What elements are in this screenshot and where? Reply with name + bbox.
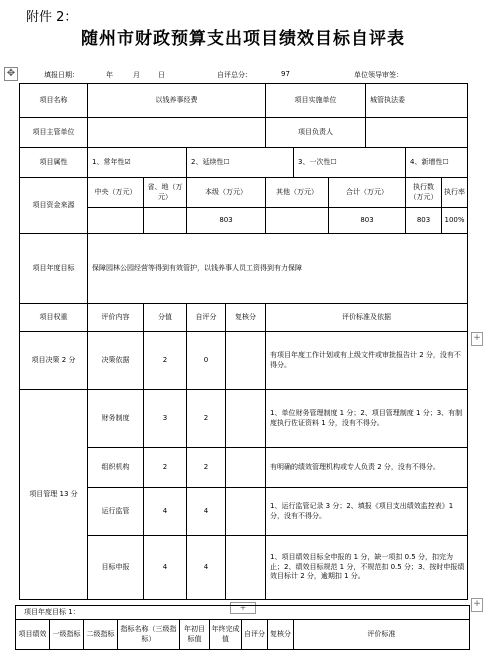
indicator-header-review: 复核分: [268, 620, 294, 650]
impl-unit-cell[interactable]: 城管执法委: [366, 84, 468, 118]
group-weight-decision: 项目决策 2 分: [20, 332, 88, 390]
funds-value-total[interactable]: 803: [329, 208, 406, 234]
criteria-content: 运行监管: [88, 488, 144, 536]
attachment-label: 附件 2：: [26, 10, 78, 25]
indicator-header-self: 自评分: [242, 620, 268, 650]
table-row: [20, 178, 468, 208]
table-row: [16, 620, 470, 650]
criteria-self-score[interactable]: 4: [187, 536, 226, 600]
impl-unit-label: 项目实施单位: [266, 84, 366, 118]
funds-source-label: 项目资金来源: [20, 178, 88, 234]
responsible-cell[interactable]: [366, 118, 468, 148]
funds-header-central: 中央（万元）: [88, 178, 144, 208]
score-header-review: 复核分: [226, 304, 266, 332]
add-row-plus-icon[interactable]: +: [230, 602, 256, 614]
table-row: [20, 84, 468, 118]
indicator-header-level1: 一级指标: [50, 620, 84, 650]
criteria-review-score[interactable]: [226, 536, 266, 600]
criteria-self-score[interactable]: 2: [187, 390, 226, 448]
funds-value-province[interactable]: [144, 208, 187, 234]
criteria-score: 3: [144, 390, 187, 448]
leader-sign-label: 单位领导审签：: [354, 71, 403, 79]
table-row: [20, 488, 468, 536]
add-column-plus-icon[interactable]: +: [471, 332, 483, 346]
attribute-option-2[interactable]: 2、延续性☐: [187, 148, 294, 178]
attribute-option-1[interactable]: 1、常年性☑: [88, 148, 187, 178]
table-row: [20, 118, 468, 148]
fill-year-label: 年: [106, 71, 113, 79]
self-score-label: 自评总分：: [217, 71, 252, 79]
criteria-self-score[interactable]: 2: [187, 448, 226, 488]
funds-header-province: 省、地（万元）: [144, 178, 187, 208]
funds-value-other[interactable]: [266, 208, 329, 234]
criteria-standard: 有明确的绩效管理机构或专人负责 2 分，没有不得分。: [266, 448, 468, 488]
criteria-self-score[interactable]: 0: [187, 332, 226, 390]
table-row: [16, 606, 470, 620]
attribute-option-3[interactable]: 3、一次性☐: [294, 148, 406, 178]
criteria-review-score[interactable]: [226, 390, 266, 448]
table-row: [20, 148, 468, 178]
funds-value-executed[interactable]: 803: [406, 208, 442, 234]
fill-date-label: 填报日期：: [44, 71, 79, 79]
funds-value-rate[interactable]: 100%: [442, 208, 468, 234]
funds-header-executed: 执行数（万元）: [406, 178, 442, 208]
criteria-content: 财务制度: [88, 390, 144, 448]
evaluation-table: [19, 83, 468, 600]
criteria-standard: 1、单位财务管理制度 1 分；2、项目管理制度 1 分；3、有制度执行佐证资料 1 分，没有不得分。: [266, 390, 468, 448]
criteria-review-score[interactable]: [226, 332, 266, 390]
table-row: [20, 448, 468, 488]
criteria-score: 2: [144, 332, 187, 390]
criteria-content: 目标申报: [88, 536, 144, 600]
annual-goal-label: 项目年度目标: [20, 234, 88, 304]
table-row: [20, 234, 468, 304]
funds-value-central[interactable]: [88, 208, 144, 234]
score-header-weight: 项目权重: [20, 304, 88, 332]
table-row: [20, 536, 468, 600]
criteria-review-score[interactable]: [226, 448, 266, 488]
criteria-review-score[interactable]: [226, 488, 266, 536]
indicator-header-standard: 评价标准: [294, 620, 470, 650]
score-header-content: 评价内容: [88, 304, 144, 332]
criteria-content: 决策依据: [88, 332, 144, 390]
add-column-plus-icon-lower[interactable]: +: [471, 598, 483, 612]
funds-header-other: 其他（万元）: [266, 178, 329, 208]
indicator-header-name: 指标名称（三级指标）: [118, 620, 180, 650]
annual-goal-cell[interactable]: 保障园林公园经营等得到有效管护，以钱养事人员工资得到有力保障: [88, 234, 468, 304]
fill-month-label: 月: [133, 71, 140, 79]
criteria-standard: 1、项目绩效目标全申报的 1 分，缺一项扣 0.5 分，扣完为止；2、绩效目标规范 1 分，不规范扣 0.5 分；3、按时申报绩效目标计 2 分，逾期扣 1 分。: [266, 536, 468, 600]
performance-indicator-table: [15, 605, 470, 650]
attribute-label: 项目属性: [20, 148, 88, 178]
criteria-standard: 有项目年度工作计划或有上级文件或审批报告计 2 分，没有不得分。: [266, 332, 468, 390]
criteria-standard: 1、运行监管记录 3 分；2、填报《项目支出绩效监控表》1 分，没有不得分。: [266, 488, 468, 536]
authority-cell[interactable]: [88, 118, 266, 148]
table-row: [20, 390, 468, 448]
table-row: [20, 304, 468, 332]
funds-header-rate: 执行率: [442, 178, 468, 208]
criteria-content: 组织机构: [88, 448, 144, 488]
indicator-header-performance: 项目绩效: [16, 620, 50, 650]
criteria-score: 4: [144, 536, 187, 600]
fill-day-label: 日: [158, 71, 165, 79]
authority-label: 项目主管单位: [20, 118, 88, 148]
attribute-option-4[interactable]: 4、新增性☐: [406, 148, 468, 178]
criteria-self-score[interactable]: 4: [187, 488, 226, 536]
table-row: [20, 332, 468, 390]
score-header-score: 分值: [144, 304, 187, 332]
criteria-score: 2: [144, 448, 187, 488]
table-move-handle-icon[interactable]: ✥: [4, 67, 18, 81]
score-header-self: 自评分: [187, 304, 226, 332]
table-row: [20, 208, 468, 234]
annual-goal-1-label: 项目年度目标 1：: [16, 606, 470, 620]
score-header-standard: 评价标准及依据: [266, 304, 468, 332]
criteria-score: 4: [144, 488, 187, 536]
funds-value-local[interactable]: 803: [187, 208, 266, 234]
project-name-label: 项目名称: [20, 84, 88, 118]
indicator-header-final: 年终完成值: [210, 620, 242, 650]
indicator-header-level2: 二级指标: [84, 620, 118, 650]
group-weight-management: 项目管理 13 分: [20, 390, 88, 600]
indicator-header-initial: 年初目标值: [180, 620, 210, 650]
funds-header-total: 合计（万元）: [329, 178, 406, 208]
funds-header-local: 本级（万元）: [187, 178, 266, 208]
form-title: 随州市财政预算支出项目绩效目标自评表: [81, 29, 405, 49]
project-name-cell[interactable]: 以钱养事经费: [88, 84, 266, 118]
responsible-label: 项目负责人: [266, 118, 366, 148]
self-score-value: 97: [281, 70, 290, 78]
